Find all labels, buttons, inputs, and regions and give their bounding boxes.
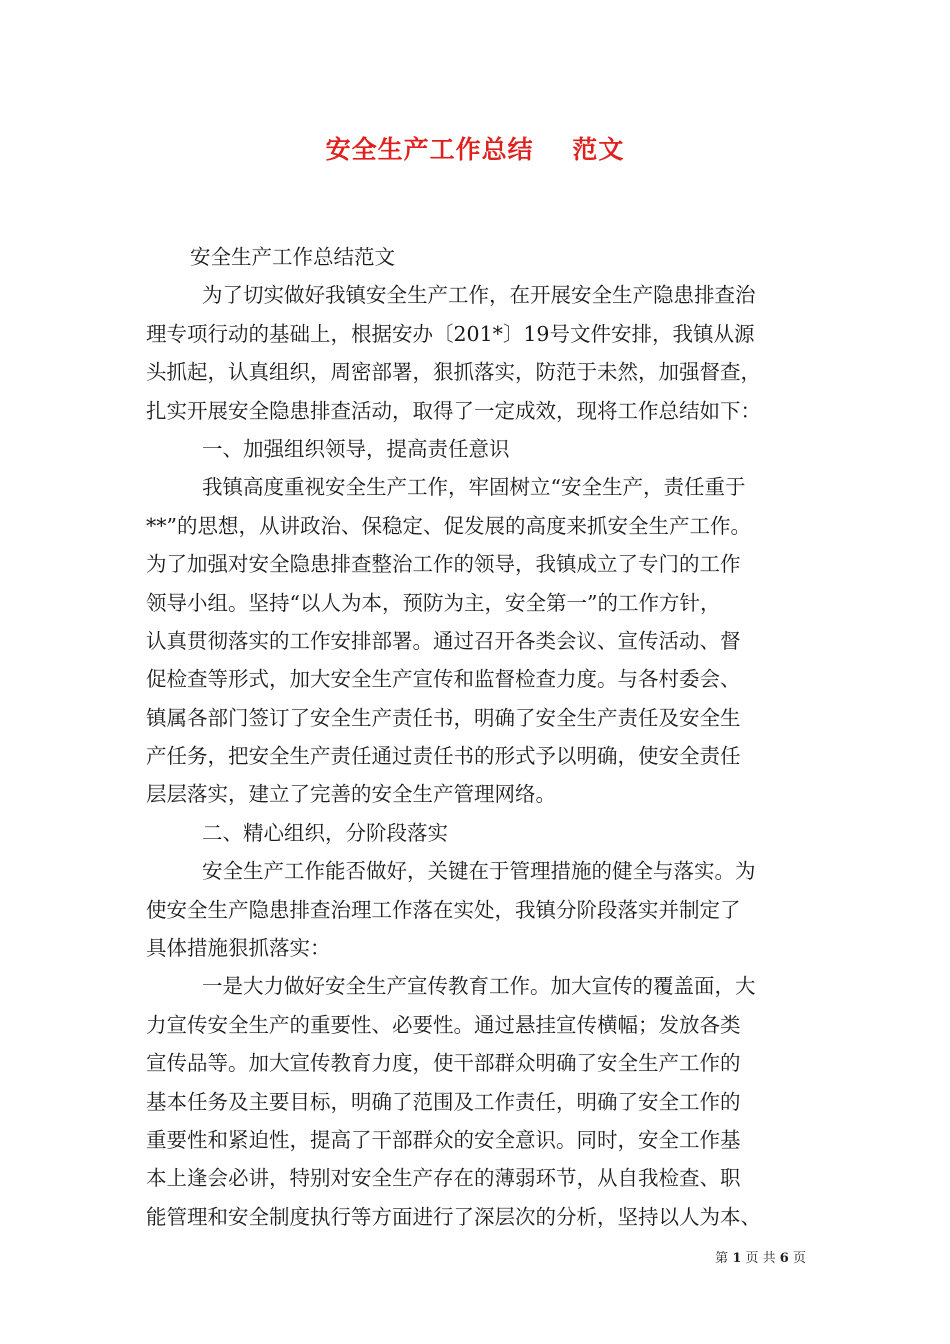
section-heading: 二、精心组织，分阶段落实 — [202, 820, 448, 845]
paragraph-line: 镇属各部门签订了安全生产责任书，明确了安全生产责任及安全生 — [146, 705, 741, 730]
footer-suffix: 页 — [792, 1251, 806, 1266]
paragraph-line: 领导小组。坚持“以人为本，预防为主，安全第一”的工作方针， — [146, 590, 721, 615]
total-pages-number: 6 — [779, 1251, 789, 1266]
section-heading: 一、加强组织领导，提高责任意识 — [202, 436, 510, 461]
paragraph-line: 基本任务及主要目标，明确了范围及工作责任，明确了安全工作的 — [146, 1089, 741, 1114]
page-number-footer — [715, 1247, 806, 1266]
paragraph-line: 力宣传安全生产的重要性、必要性。通过悬挂宣传横幅；发放各类 — [146, 1012, 741, 1037]
paragraph-line: 能管理和安全制度执行等方面进行了深层次的分析，坚持以人为本、 — [146, 1204, 761, 1229]
current-page-number: 1 — [732, 1251, 742, 1266]
paragraph-line: **”的思想，从讲政治、保稳定、促发展的高度来抓安全生产工作。 — [146, 513, 751, 538]
paragraph-line: 为了切实做好我镇安全生产工作，在开展安全生产隐患排查治 — [202, 283, 756, 308]
paragraph-line: 我镇高度重视安全生产工作，牢固树立“安全生产，责任重于 — [202, 475, 746, 500]
paragraph-line: 具体措施狠抓落实： — [146, 936, 331, 961]
paragraph-line: 宣传品等。加大宣传教育力度，使干部群众明确了安全生产工作的 — [146, 1051, 741, 1076]
footer-middle: 页 共 — [745, 1251, 776, 1266]
paragraph-line: 为了加强对安全隐患排查整治工作的领导，我镇成立了专门的工作 — [146, 552, 741, 577]
page-title: 安全生产工作总结 范文 — [325, 135, 625, 164]
paragraph-line: 头抓起，认真组织，周密部署，狠抓落实，防范于未然，加强督查， — [146, 360, 761, 385]
paragraph-line: 层层落实，建立了完善的安全生产管理网络。 — [146, 782, 556, 807]
paragraph-line: 促检查等形式，加大安全生产宣传和监督检查力度。与各村委会、 — [146, 667, 741, 692]
paragraph-line: 产任务，把安全生产责任通过责任书的形式予以明确，使安全责任 — [146, 744, 741, 769]
document-body — [146, 238, 826, 1236]
heading-line: 安全生产工作总结范文 — [190, 245, 395, 269]
paragraph-line: 安全生产工作能否做好，关键在于管理措施的健全与落实。为 — [202, 859, 756, 884]
paragraph-line: 重要性和紧迫性，提高了干部群众的安全意识。同时，安全工作基 — [146, 1127, 741, 1152]
paragraph-line: 使安全生产隐患排查治理工作落在实处，我镇分阶段落实并制定了 — [146, 897, 741, 922]
paragraph-line: 本上逢会必讲，特别对安全生产存在的薄弱环节，从自我检查、职 — [146, 1166, 741, 1191]
footer-prefix: 第 — [715, 1251, 729, 1266]
paragraph-line: 扎实开展安全隐患排查活动，取得了一定成效，现将工作总结如下： — [146, 398, 761, 423]
paragraph-line: 理专项行动的基础上，根据安办〔201*〕19号文件安排，我镇从源 — [146, 321, 755, 346]
paragraph-line: 一是大力做好安全生产宣传教育工作。加大宣传的覆盖面，大 — [202, 974, 756, 999]
paragraph-line: 认真贯彻落实的工作安排部署。通过召开各类会议、宣传活动、督 — [146, 628, 741, 653]
